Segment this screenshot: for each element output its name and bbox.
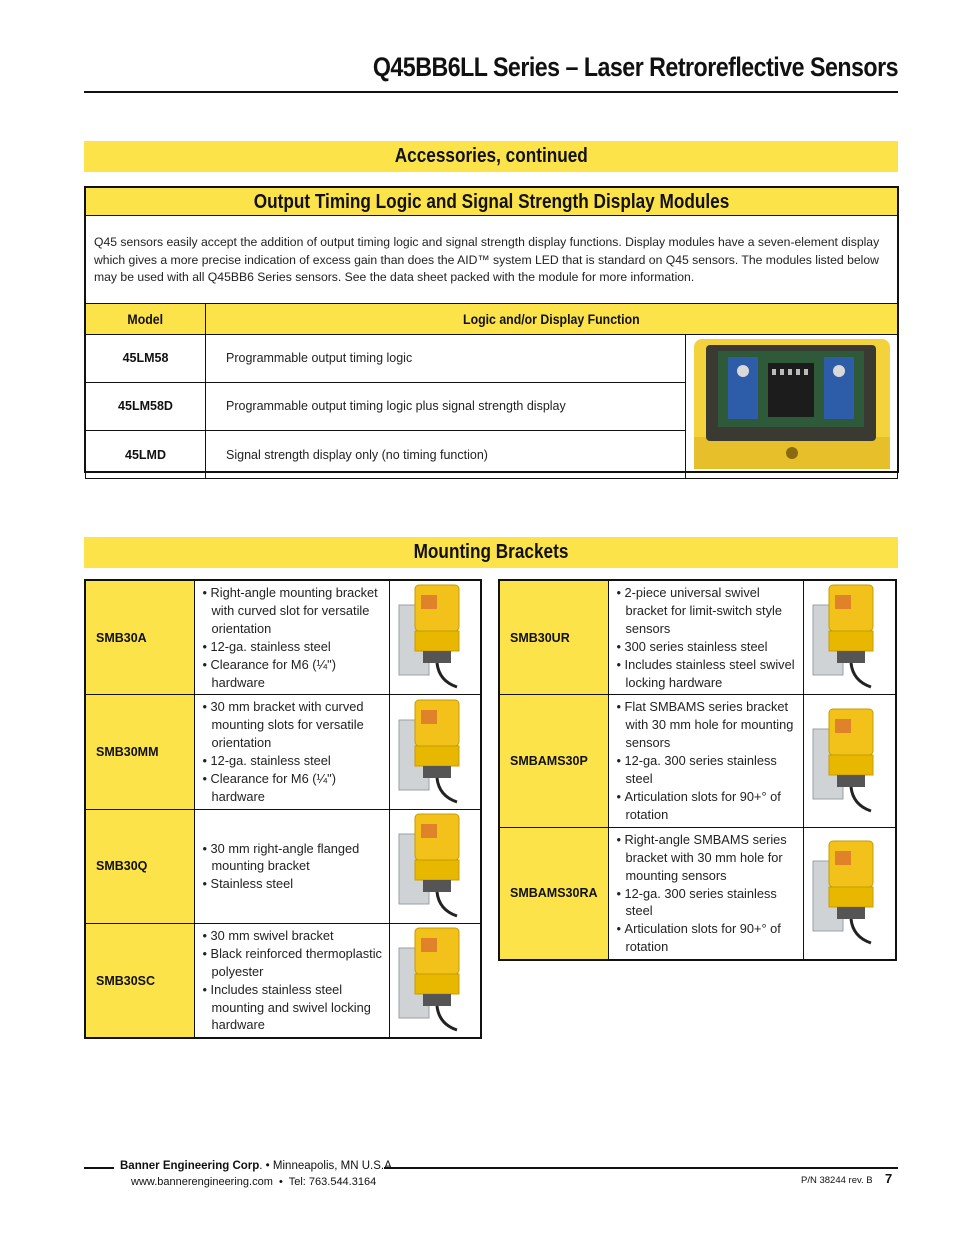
brackets-band: Mounting Brackets bbox=[84, 537, 898, 568]
table-row bbox=[499, 827, 896, 960]
smb30sc-photo bbox=[395, 924, 475, 1032]
table-row bbox=[85, 809, 481, 923]
smb30a-photo bbox=[395, 581, 475, 689]
model-cell: 45LM58 bbox=[86, 335, 206, 383]
table-row bbox=[499, 580, 896, 695]
bracket-description: • Right-angle SMBAMS series bracket with 30 mm hole for mounting sensors • 12-ga. 300 series stainless steel • Articulation slots for 90+° of rotation bbox=[608, 827, 803, 960]
function-cell: Signal strength display only (no timing function) bbox=[206, 431, 686, 479]
display-module-photo bbox=[692, 337, 892, 471]
bracket-model: SMB30Q bbox=[85, 809, 194, 923]
bracket-model: SMBAMS30P bbox=[499, 695, 608, 827]
bracket-photo-cell bbox=[389, 923, 481, 1038]
smb30q-photo bbox=[395, 810, 475, 918]
col-model-header: Model bbox=[86, 304, 206, 335]
modules-table bbox=[85, 303, 898, 479]
table-row bbox=[85, 695, 481, 809]
bracket-description: • 30 mm bracket with curved mounting slots for versatile orientation • 12-ga. stainless steel • Clearance for M6 (¼") hardware bbox=[194, 695, 389, 809]
footer-company: Banner Engineering Corp. • Minneapolis, MN U.S.A. bbox=[120, 1160, 395, 1172]
brackets-left-table bbox=[84, 579, 482, 1039]
table-row bbox=[86, 335, 898, 383]
page-title: Q45BB6LL Series – Laser Retroreflective Sensors bbox=[372, 52, 899, 82]
function-cell: Programmable output timing logic plus signal strength display bbox=[206, 382, 686, 431]
footer-part-number: P/N 38244 rev. B bbox=[801, 1175, 873, 1186]
bracket-model: SMB30A bbox=[85, 580, 194, 695]
accessories-band: Accessories, continued bbox=[84, 141, 898, 172]
bracket-model: SMB30UR bbox=[499, 580, 608, 695]
table-row bbox=[499, 695, 896, 827]
bracket-description: • Right-angle mounting bracket with curved slot for versatile orientation • 12-ga. stainless steel • Clearance for M6 (¼") hardware bbox=[194, 580, 389, 695]
bracket-photo-cell bbox=[389, 695, 481, 809]
bracket-model: SMB30MM bbox=[85, 695, 194, 809]
bracket-photo-cell bbox=[803, 695, 896, 827]
bracket-photo-cell bbox=[389, 809, 481, 923]
model-cell: 45LMD bbox=[86, 431, 206, 479]
title-rule bbox=[84, 91, 898, 93]
footer-rule-left bbox=[84, 1167, 114, 1169]
bracket-description: • 30 mm right-angle flanged mounting bracket • Stainless steel bbox=[194, 809, 389, 923]
footer-contact: www.bannerengineering.com • Tel: 763.544.3164 bbox=[131, 1176, 377, 1188]
bracket-photo-cell bbox=[803, 827, 896, 960]
table-row bbox=[85, 580, 481, 695]
module-photo-cell bbox=[686, 335, 898, 479]
modules-heading: Output Timing Logic and Signal Strength Display Modules bbox=[86, 188, 897, 216]
smb30ur-photo bbox=[809, 581, 889, 689]
bracket-model: SMB30SC bbox=[85, 923, 194, 1038]
bracket-description: • 2-piece universal swivel bracket for limit-switch style sensors • 300 series stainless steel • Includes stainless steel swivel locking hardware bbox=[608, 580, 803, 695]
table-row bbox=[85, 923, 481, 1038]
smb30mm-photo bbox=[395, 696, 475, 804]
footer-rule-right bbox=[384, 1167, 898, 1169]
bracket-photo-cell bbox=[803, 580, 896, 695]
bracket-photo-cell bbox=[389, 580, 481, 695]
smbams30ra-photo bbox=[809, 837, 889, 945]
modules-intro: Q45 sensors easily accept the addition of output timing logic and signal strength display functions. Display modules have a seven-element display which gives a more precise indication of excess gain than does the AID™ system LED that is standard on Q45 sensors. The modules listed below may be used with all Q45BB6 Series sensors. See the data sheet packed with the module for more information. bbox=[94, 235, 880, 285]
brackets-right-table bbox=[498, 579, 897, 961]
smbams30p-photo bbox=[809, 705, 889, 813]
bracket-model: SMBAMS30RA bbox=[499, 827, 608, 960]
model-cell: 45LM58D bbox=[86, 382, 206, 431]
page-number: 7 bbox=[885, 1171, 893, 1186]
bracket-description: • Flat SMBAMS series bracket with 30 mm hole for mounting sensors • 12-ga. 300 series stainless steel • Articulation slots for 90+° of rotation bbox=[608, 695, 803, 827]
col-function-header: Logic and/or Display Function bbox=[206, 304, 898, 335]
function-cell: Programmable output timing logic bbox=[206, 335, 686, 383]
bracket-description: • 30 mm swivel bracket • Black reinforced thermoplastic polyester • Includes stainless steel mounting and swivel locking hardware bbox=[194, 923, 389, 1038]
